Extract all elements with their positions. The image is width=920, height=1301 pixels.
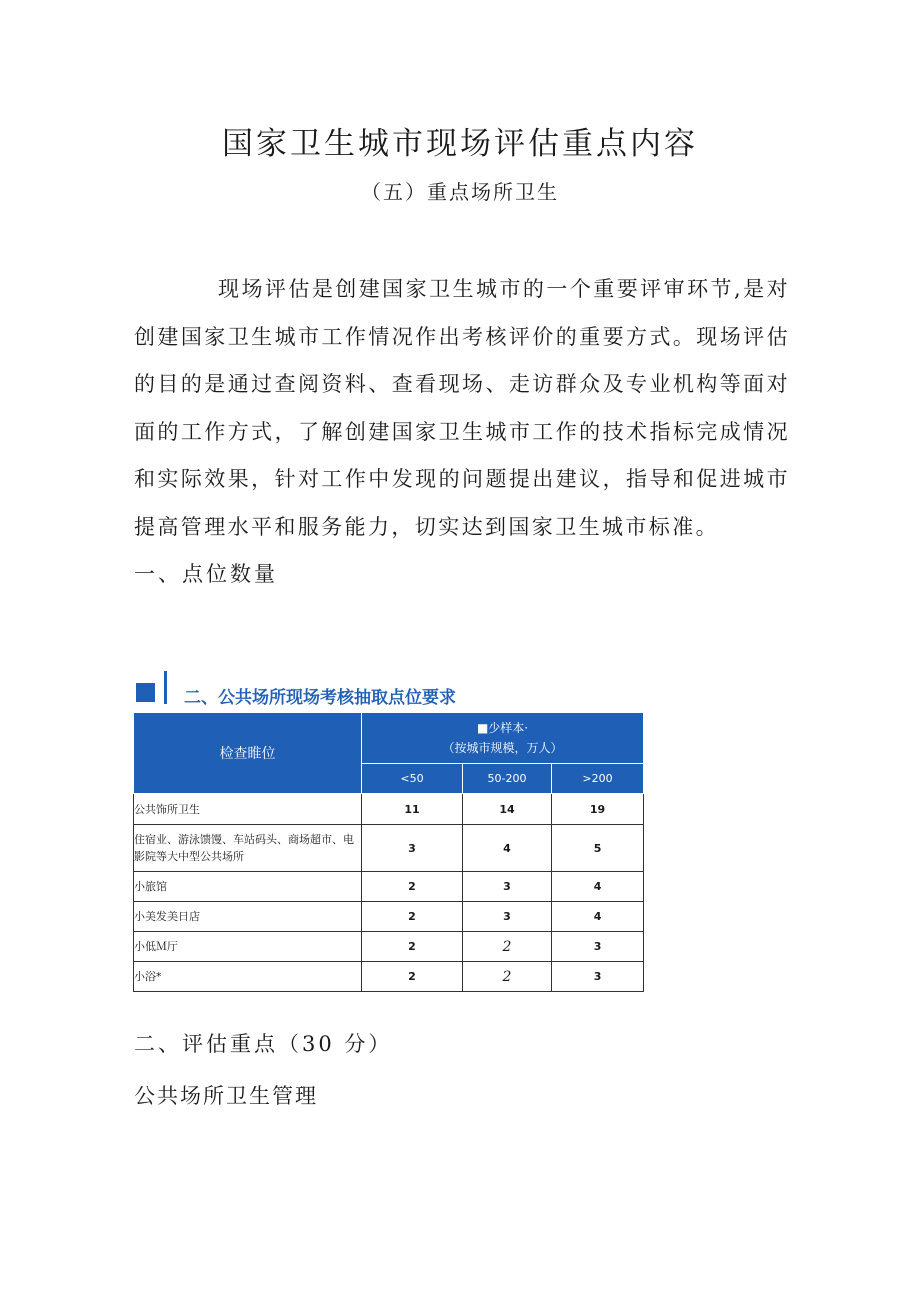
sampling-requirements-table: [133, 712, 644, 992]
table-row: [134, 902, 644, 932]
header-item-column: 检查睢位: [134, 713, 362, 794]
document-subtitle: （五）重点场所卫生: [361, 180, 559, 204]
row-value: 19: [552, 794, 644, 825]
caption-square-icon: [136, 683, 155, 702]
table-row: [134, 825, 644, 872]
row-value: 3: [552, 932, 644, 962]
row-name: 小浴*: [134, 962, 362, 992]
row-value: 2: [362, 932, 463, 962]
table-caption: [136, 671, 656, 707]
section-heading-point-count: 一、点位数量: [134, 562, 278, 586]
row-value: 3: [463, 902, 552, 932]
row-value: 4: [463, 825, 552, 872]
row-value: 2: [463, 962, 552, 992]
intro-paragraph: 现场评估是创建国家卫生城市的一个重要评审环节,是对创建国家卫生城市工作情况作出考核评价的重要方式。现场评估的目的是通过查阅资料、查看现场、走访群众及专业机构等面对面的工作方式，了解创建国家卫生城市工作的技术指标完成情况和实际效果，针对工作中发现的问题提出建议，指导和促进城市提高管理水平和服务能力，切实达到国家卫生城市标准。: [134, 277, 790, 539]
row-name: 小旅馆: [134, 872, 362, 902]
section-heading-evaluation-focus: 二、评估重点（30 分）: [134, 1032, 393, 1056]
header-scale-large: >200: [552, 764, 644, 794]
row-value: 2: [362, 902, 463, 932]
table-row: [134, 932, 644, 962]
row-value: 2: [362, 962, 463, 992]
section-heading-public-place-management: 公共场所卫生管理: [134, 1084, 318, 1108]
row-value: 3: [552, 962, 644, 992]
row-name: 公共饰所卫生: [134, 794, 362, 825]
row-value: 3: [463, 872, 552, 902]
table-row: [134, 872, 644, 902]
header-scale-small: <50: [362, 764, 463, 794]
header-sample-size: [362, 713, 644, 764]
row-name: 小低Ｍ厅: [134, 932, 362, 962]
row-value: 2: [463, 932, 552, 962]
row-value: 4: [552, 902, 644, 932]
row-name: 小美发美日店: [134, 902, 362, 932]
table-row: [134, 794, 644, 825]
row-value: 11: [362, 794, 463, 825]
header-scale-medium: 50-200: [463, 764, 552, 794]
table-row: [134, 962, 644, 992]
row-value: 4: [552, 872, 644, 902]
row-value: 3: [362, 825, 463, 872]
row-name: 住宿业、游泳馈馒、车站码头、商场超市、电影院等大中型公共场所: [134, 825, 362, 872]
row-value: 5: [552, 825, 644, 872]
caption-bar-icon: [164, 671, 167, 704]
table-caption-text: 二、公共场所现场考核抽取点位要求: [184, 688, 456, 708]
header-sample-line-1: ■少样本·: [476, 721, 529, 735]
row-value: 2: [362, 872, 463, 902]
document-title: 国家卫生城市现场评估重点内容: [222, 126, 698, 162]
header-sample-line-2: （按城市规模，万人）: [442, 741, 563, 755]
row-value: 14: [463, 794, 552, 825]
